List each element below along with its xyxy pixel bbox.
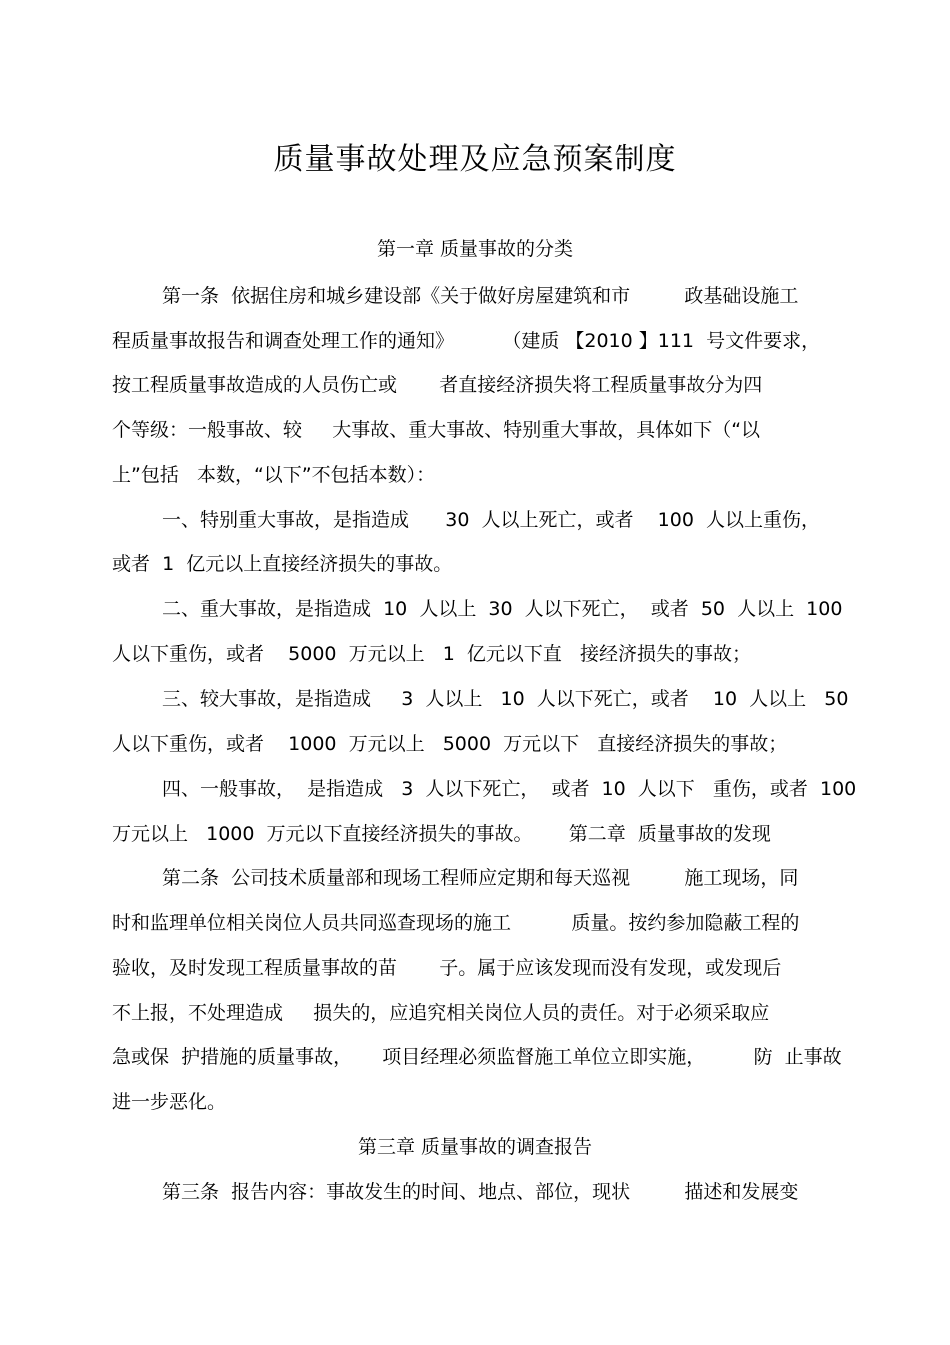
- chapter-3-heading: 第三章 质量事故的调查报告: [357, 1136, 593, 1158]
- paragraph-line: 不上报，不处理造成 损失的，应追究相关岗位人员的责任。对于必须采取应: [112, 1002, 770, 1024]
- paragraph-line: 二、重大事故，是指造成 10 人以上 30 人以下死亡， 或者 50 人以上 100: [162, 598, 843, 620]
- chapter-1-heading: 第一章 质量事故的分类: [376, 238, 574, 260]
- paragraph-line: 时和监理单位相关岗位人员共同巡查现场的施工 质量。按约参加隐蔽工程的: [112, 912, 800, 934]
- paragraph-line: 急或保 护措施的质量事故， 项目经理必须监督施工单位立即实施， 防 止事故: [112, 1046, 842, 1068]
- document-title: 质量事故处理及应急预案制度: [273, 142, 677, 177]
- paragraph-line: 上”包括 本数，“以下”不包括本数）：: [112, 464, 436, 486]
- paragraph-line: 程质量事故报告和调查处理工作的通知》 （建质 【2010 】111 号文件要求，: [112, 330, 821, 352]
- paragraph-line: 进一步恶化。: [112, 1091, 227, 1113]
- paragraph-line: 三、较大事故，是指造成 3 人以上 10 人以下死亡，或者 10 人以上 50: [162, 688, 849, 710]
- paragraph-line: 验收，及时发现工程质量事故的苗 子。属于应该发现而没有发现，或发现后: [112, 957, 782, 979]
- paragraph-line: 一、特别重大事故，是指造成 30 人以上死亡，或者 100 人以上重伤，: [162, 509, 820, 531]
- paragraph-line: 第三条 报告内容：事故发生的时间、地点、部位，现状 描述和发展变: [162, 1181, 799, 1203]
- paragraph-line: 人以下重伤，或者 5000 万元以上 1 亿元以下直 接经济损失的事故；: [112, 643, 751, 665]
- paragraph-line: 人以下重伤，或者 1000 万元以上 5000 万元以下 直接经济损失的事故；: [112, 733, 788, 755]
- paragraph-line: 或者 1 亿元以上直接经济损失的事故。: [112, 553, 453, 575]
- paragraph-line: 按工程质量事故造成的人员伤亡或 者直接经济损失将工程质量事故分为四: [112, 374, 763, 396]
- paragraph-line: 个等级：一般事故、较 大事故、重大事故、特别重大事故，具体如下（“以: [112, 419, 761, 441]
- paragraph-line: 万元以上 1000 万元以下直接经济损失的事故。 第二章 质量事故的发现: [112, 823, 771, 845]
- paragraph-line: 第二条 公司技术质量部和现场工程师应定期和每天巡视 施工现场，同: [162, 867, 799, 889]
- paragraph-line: 第一条 依据住房和城乡建设部《关于做好房屋建筑和市 政基础设施工: [162, 285, 799, 307]
- paragraph-line: 四、一般事故， 是指造成 3 人以下死亡， 或者 10 人以下 重伤，或者 100: [162, 778, 857, 800]
